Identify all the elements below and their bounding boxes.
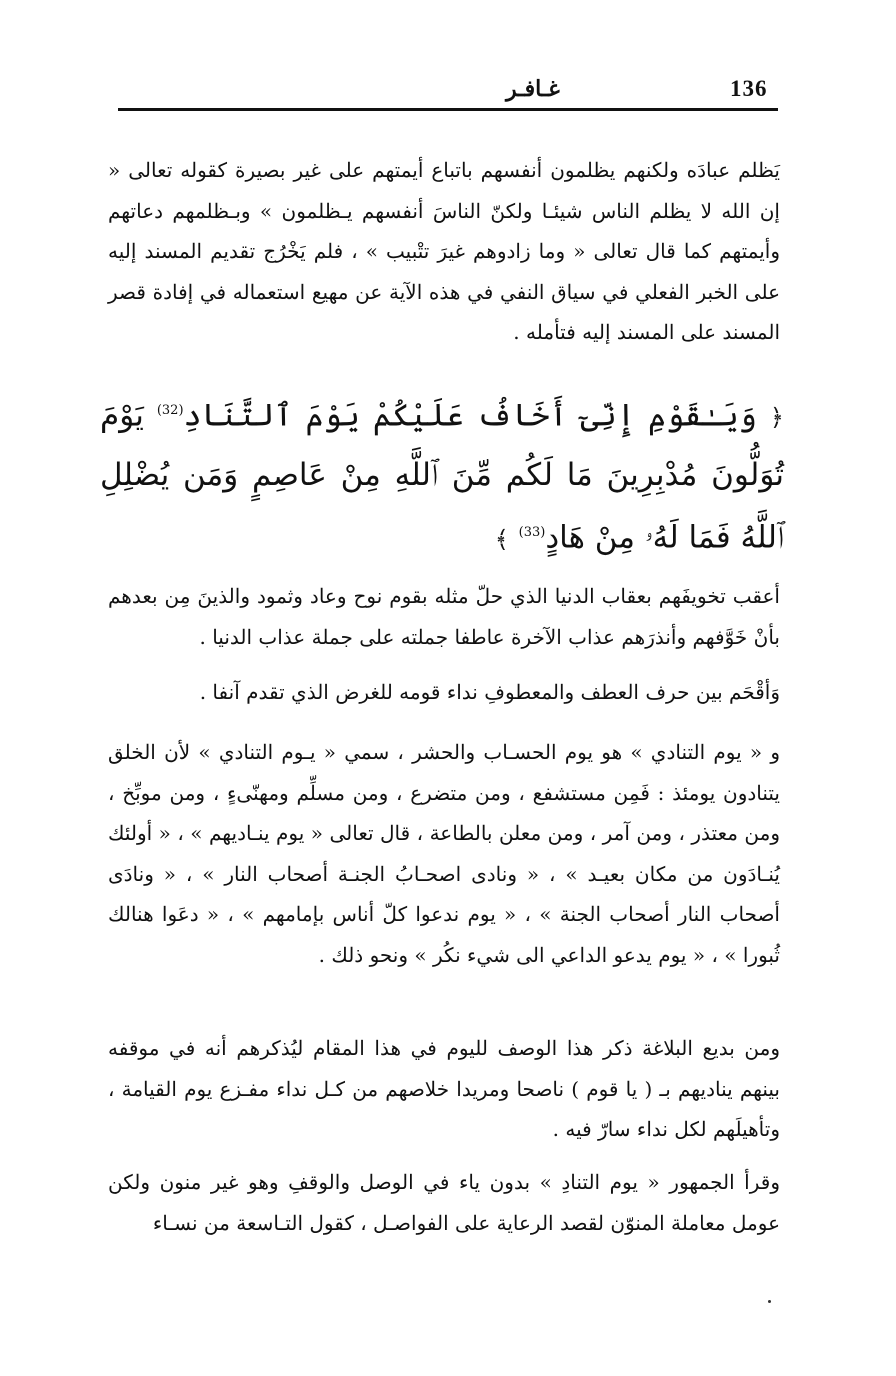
- verse-32-number: (32): [156, 403, 184, 418]
- verse-33-text: يَوْمَ تُوَلُّونَ مُدْبِرِينَ مَا لَكُم مِّنَ ٱللَّهِ مِنْ عَاصِمٍ وَمَن يُضْلِلِ ٱللَّهُ فَمَا لَهُۥ مِنْ هَادٍ: [100, 397, 784, 556]
- paragraph-3: وَأقْحَم بين حرف العطف والمعطوفِ نداء قومه للغرض الذي تقدم آنفا .: [199, 680, 780, 704]
- quran-verse-block: [100, 382, 784, 569]
- paragraph-5: ومن بديع البلاغة ذكر هذا الوصف لليوم في هذا المقام ليُذكرهم أنه في موقفه بينهم يناديهم بـ ( يا قوم ) ناصحا ومريدا خلاصهم من كـل نداء مفـزع يوم القيامة ، وتأهيلَهم لكل نداء سارّ فيه .: [108, 1036, 780, 1141]
- paragraph-6: وقرأ الجمهور « يوم التنادِ » بدون ياء في الوصل والوقفِ وهو غير منون ولكن عومل معاملة المنوّن لقصد الرعاية على الفواصـل ، كقول التـاسعة من نسـاء: [108, 1170, 780, 1235]
- verse-open-ornament: ﴿: [769, 403, 784, 432]
- print-speck: [768, 1300, 771, 1303]
- surah-title: غـافـر: [506, 76, 560, 102]
- page-number: 136: [730, 76, 768, 101]
- header-rule: [118, 108, 778, 111]
- verse-33-number: (33): [518, 525, 546, 541]
- paragraph-2: أعقب تخويفَهم بعقاب الدنيا الذي حلّ مثله بقوم نوح وعاد وثمود والذينَ مِن بعدهم بأنْ خَوَّفهم وأنذرَهم عذاب الآخرة عاطفا جملته على جملة عذاب الدنيا .: [108, 584, 780, 649]
- paragraph-4: و « يوم التنادي » هو يوم الحسـاب والحشر ، سمي « يـوم التنادي » لأن الخلق يتنادون يومئذ : فَمِن مستشفع ، ومن متضرع ، ومن مسلِّم ومهنّىءٍ ، ومن موبِّخ ، ومن معتذر ، ومن آمر ، ومن معلن بالطاعة ، قال تعالى « يوم ينـاديهم » ، « أولئك يُنـادَون من مكان بعيـد » ، « ونادى اصحـابُ الجنـة أصحاب النار » ، « ونادَى أصحاب النار أصحاب الجنة » ، « يوم ندعوا كلّ أناس بإمامهم » ، « دعَوا هنالك ثُبورا » ، « يوم يدعو الداعي الى شيء نكُر » ونحو ذلك .: [108, 740, 780, 967]
- verse-32-text: وَيَـٰقَوْمِ إِنِّىٓ أَخَافُ عَلَيْكُمْ يَوْمَ ٱلتَّنَادِ: [183, 397, 757, 434]
- paragraph-1: يَظلم عبادَه ولكنهم يظلمون أنفسهم باتباع أيمتهم على غير بصيرة كقوله تعالى « إن الله لا يظلم الناس شيئـا ولكنّ الناسَ أنفسهم يـظلمون » وبـظلمهم دعاتهم وأيمتهم كما قال تعالى « وما زادوهم غيرَ تتْبيب » ، فلم يَخْرُج تقديم المسند إليه على الخبر الفعلي في سياق النفي في هذه الآية عن مهيع استعماله في إفادة قصر المسند على المسند إليه فتأمله .: [108, 158, 780, 344]
- verse-close-ornament: ﴾: [494, 525, 509, 554]
- page-header: [118, 68, 778, 108]
